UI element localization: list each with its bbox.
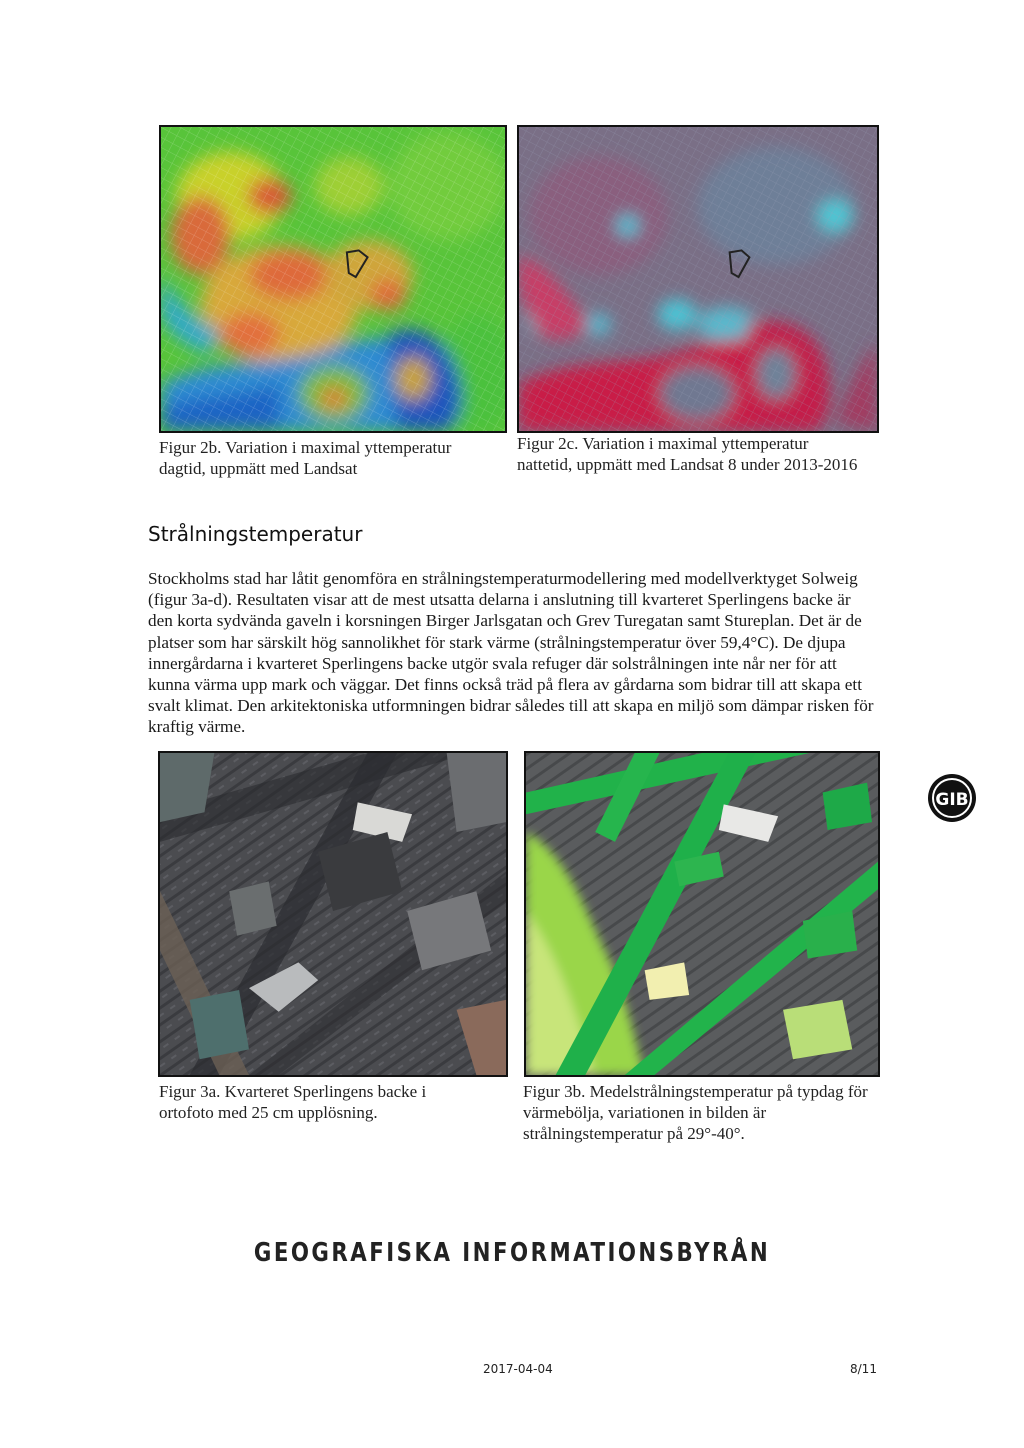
brand-wordmark: GEOGRAFISKA INFORMATIONSBYRÅN	[253, 1238, 771, 1268]
gib-logo	[927, 773, 977, 823]
figure-2b-caption: Figur 2b. Variation i maximal yttemperatur dagtid, uppmätt med Landsat	[159, 438, 452, 478]
section-paragraph: Stockholms stad har låtit genomföra en strålningstemperaturmodellering med modellverktyget Solweig (figur 3a-d). Resultaten visar att de mest utsatta delarna i anslutning till kvarteret Sperlingens backe är den korta sydvända gaveln i korsningen Birger Jarlsgatan och Grev Turegatan samt Stureplan. Det är de platser som har särskilt hög sannolikhet för stark värme (strålningstemperatur över 59,4°C). De djupa innergårdarna i kvarteret Sperlingens backe utgör svala refuger där solstrålningen inte når ner för att kunna värma upp mark och väggar. Det finns också träd på flera av gårdarna som bidrar till att skapa ett svalt klimat. Den arkitektoniska utformningen bidrar således till att skapa en miljö som dämpar risken för kraftig värme.	[148, 569, 874, 737]
figure-3b-radiation-map	[524, 751, 880, 1077]
figure-3a-caption: Figur 3a. Kvarteret Sperlingens backe i ortofoto med 25 cm upplösning.	[159, 1082, 427, 1122]
footer-page-number: 8/11	[850, 1362, 877, 1376]
figure-2c-map	[517, 125, 879, 433]
footer-date: 2017-04-04	[483, 1362, 553, 1376]
figure-3a-orthophoto	[158, 751, 508, 1077]
figure-3b-caption: Figur 3b. Medelstrålningstemperatur på typdag för värmebölja, variationen in bilden är strålningstemperatur på 29°-40°.	[523, 1082, 868, 1143]
svg-text:GIB: GIB	[935, 790, 969, 810]
section-heading: Strålningstemperatur	[148, 522, 363, 546]
figure-2b-map	[159, 125, 507, 433]
figure-2c-caption: Figur 2c. Variation i maximal yttemperatur nattetid, uppmätt med Landsat 8 under 2013-2016	[517, 434, 858, 474]
